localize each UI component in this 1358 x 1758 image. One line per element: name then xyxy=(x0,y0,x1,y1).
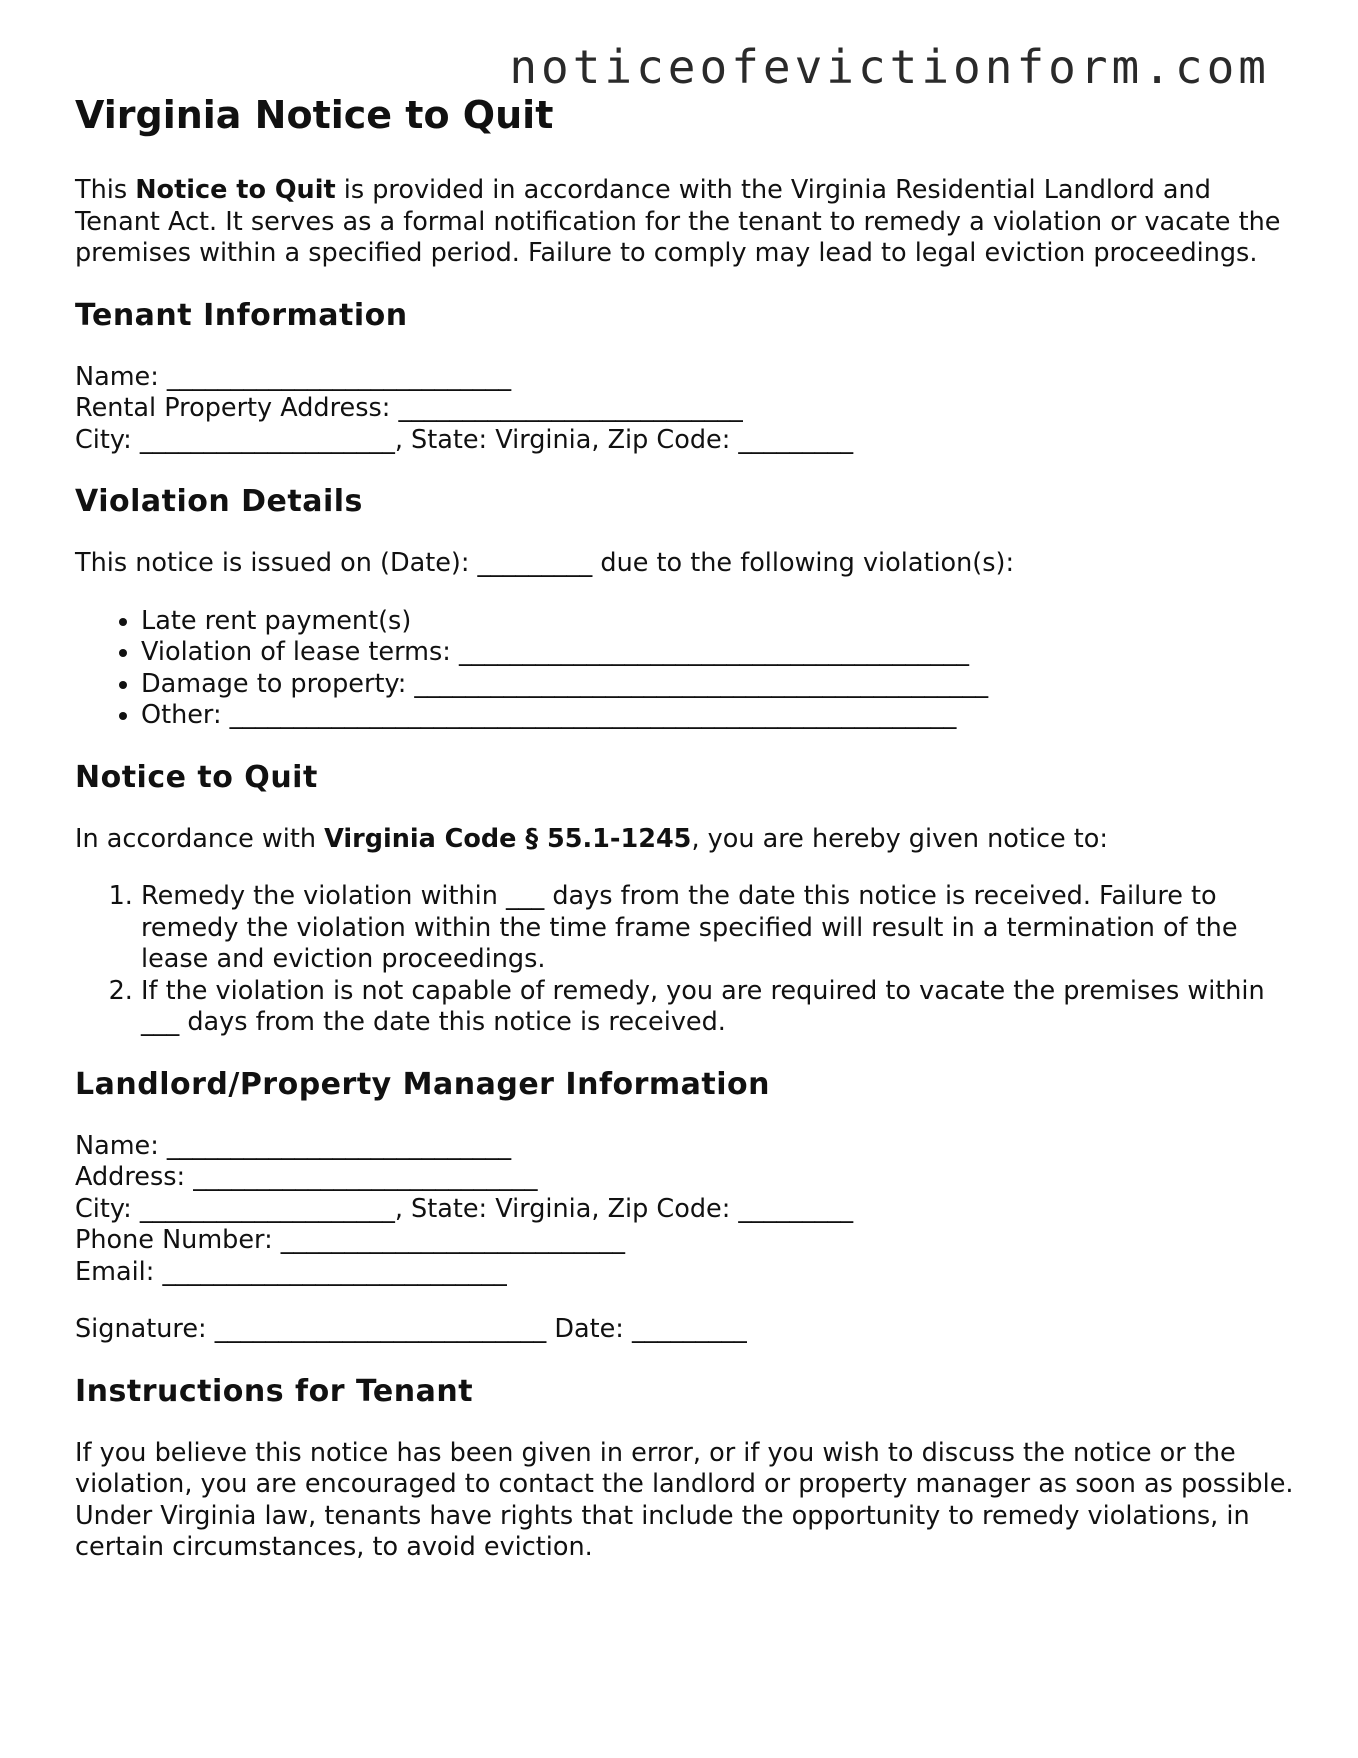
page-title: Virginia Notice to Quit xyxy=(75,93,554,137)
violation-list xyxy=(75,606,1295,732)
landlord-heading: Landlord/Property Manager Information xyxy=(75,1066,770,1102)
tenant-heading: Tenant Information xyxy=(75,297,408,333)
tenant-address-field[interactable]: Rental Property Address: ___________________________ xyxy=(75,393,743,423)
intro-paragraph xyxy=(75,175,1295,270)
notice-lead xyxy=(75,824,1295,856)
tenant-fields xyxy=(75,362,1295,457)
instructions-text: If you believe this notice has been given in error, or if you wish to discuss the notice or the violation, you are encouraged to contact the landlord or property manager as soon as possible. Under Virginia law, tenants have rights that include the opportunity to remedy violations, in certain circumstances, to avoid eviction. xyxy=(75,1437,1294,1562)
landlord-name-field[interactable]: Name: ___________________________ xyxy=(75,1130,512,1161)
landlord-fields xyxy=(75,1131,1295,1289)
violation-issued-line[interactable]: This notice is issued on (Date): _________ due to the following violation(s): xyxy=(75,548,1015,578)
notice-item[interactable]: 2. If the violation is not capable of remedy, you are required to vacate the premises within ___ days from the date this notice is received. xyxy=(141,976,1295,1039)
tenant-name-field[interactable]: Name: ___________________________ xyxy=(75,361,512,392)
landlord-address-field[interactable]: Address: ___________________________ xyxy=(75,1162,538,1192)
watermark: noticeofevictionform.com xyxy=(509,40,1270,94)
document-page xyxy=(75,88,1295,1590)
violation-item[interactable]: • Late rent payment(s) xyxy=(141,606,1295,638)
virginia-code-reference: Virginia Code § 55.1-1245 xyxy=(324,823,692,854)
signature-line[interactable]: Signature: __________________________ Date: _________ xyxy=(75,1314,747,1344)
notice-item[interactable]: 1. Remedy the violation within ___ days from the date this notice is received. Failure to remedy the violation within the time frame specified will result in a termination of the lease and eviction proceedings. xyxy=(141,881,1295,976)
violation-heading: Violation Details xyxy=(75,484,363,519)
violation-item[interactable]: • Violation of lease terms: ________________________________________ xyxy=(141,637,1295,669)
violation-item[interactable]: • Damage to property: _____________________________________________ xyxy=(141,669,1295,701)
notice-lead-suffix: , you are hereby given notice to: xyxy=(691,823,1108,854)
notice-list xyxy=(75,881,1295,1039)
intro-prefix: This xyxy=(75,175,136,205)
intro-suffix: is provided in accordance with the Virginia Residential Landlord and Tenant Act. It serves as a formal notification for the tenant to remedy a violation or vacate the premises within a specified period. Failure to comply may lead to legal eviction proceedings. xyxy=(75,175,1281,268)
landlord-phone-field[interactable]: Phone Number: ___________________________ xyxy=(75,1225,626,1255)
tenant-city-field[interactable]: City: ____________________, State: Virginia, Zip Code: _________ xyxy=(75,424,854,455)
landlord-city-field[interactable]: City: ____________________, State: Virginia, Zip Code: _________ xyxy=(75,1193,854,1224)
landlord-email-field[interactable]: Email: ___________________________ xyxy=(75,1256,507,1287)
notice-heading: Notice to Quit xyxy=(75,759,318,795)
instructions-heading: Instructions for Tenant xyxy=(75,1373,474,1409)
notice-lead-prefix: In accordance with xyxy=(75,823,325,854)
intro-bold: Notice to Quit xyxy=(135,175,336,205)
violation-item[interactable]: • Other: _________________________________________________________ xyxy=(141,700,1295,732)
